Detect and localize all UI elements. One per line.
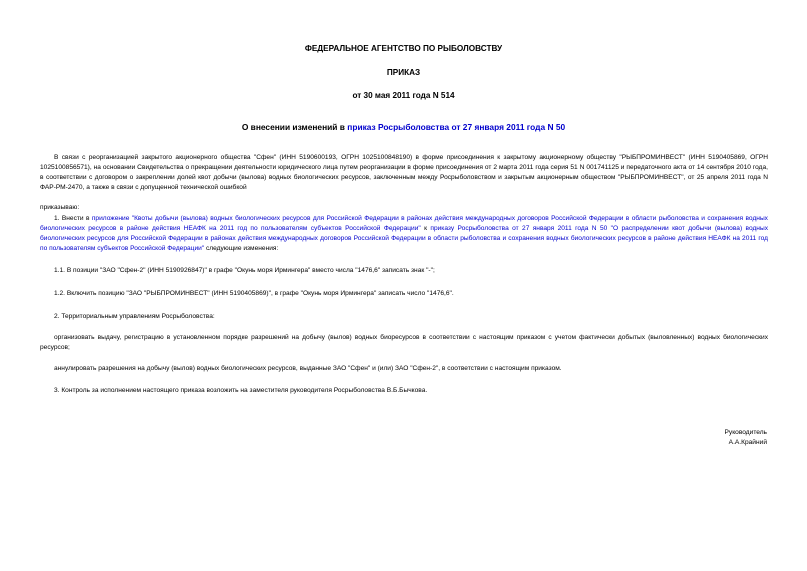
item-2-b: аннулировать разрешения на добычу (вылов) водных биологических ресурсов, выданные ЗАО "Сфен" и (или) ЗАО "Сфен-2", в соответствии с настоящим приказом.	[54, 365, 562, 372]
preamble-paragraph: В связи с реорганизацией закрытого акционерного общества "Сфен" (ИНН 5190600193, ОГРН 1025100848190) в форме присоединения к закрытому акционерному обществу "РЫБПРОМИНВЕСТ" (ИНН 5190405869, ОГРН 1025100856571), на основании Свидетельства о прекращении деятельности юридического лица путем реорганизации в форме присоединения от 2 марта 2011 года серия 51 N 001741125 и передаточного акта от 14 сентября 2010 года, в соответствии с договором о закреплении долей квот добычи (вылова) водных биологических ресурсов, заключенным между Росрыболовством и закрытым акционерным обществом "РЫБПРОМИНВЕСТ", от 25 апреля 2011 года N ФАР-РМ-2470, а также в связи с допущенной технической ошибкой	[40, 154, 768, 191]
signature-position: Руководитель	[724, 429, 767, 436]
order-50-link[interactable]: приказу Росрыболовства от 27 января 2011 года N 50 "О распределении квот добычи (вылова) водных биологических ресурсов для Российской Федерации в районах действия международных договоров Российской Федерации в области рыболовства и сохранения водных биологических ресурсов в районе действия НЕАФК на 2011 год по пользователям субъектов Российской Федерации"	[40, 225, 768, 252]
date-number-heading: от 30 мая 2011 года N 514	[352, 91, 455, 100]
title-prefix: О внесении изменений в	[241, 122, 348, 132]
item-1-paragraph	[40, 214, 768, 254]
appendix-link[interactable]: приложение "Квоты добычи (вылова) водных биологических ресурсов для Российской Федерации в районах действия международных договоров Российской Федерации в области рыболовства и сохранения водных биологических ресурсов в районе действия НЕАФК на 2011 год по пользователям субъектов Российской Федерации"	[40, 215, 768, 232]
order-word: приказываю:	[40, 204, 80, 211]
item-1-post: следующие изменения:	[204, 245, 279, 252]
item-2-a-paragraph: организовать выдачу, регистрацию в установленном порядке разрешений на добычу (вылов) водных биоресурсов в соответствии с настоящим приказом с учетом фактически добытых (выловленных) водных биологических ресурсов;	[40, 334, 768, 351]
signature-name: А.А.Крайний	[728, 439, 767, 446]
title-order-link[interactable]: приказ Росрыболовства от 27 января 2011 года N 50	[347, 122, 566, 132]
agency-heading: ФЕДЕРАЛЬНОЕ АГЕНТСТВО ПО РЫБОЛОВСТВУ	[304, 44, 503, 53]
item-2: 2. Территориальным управлениям Росрыболовства:	[54, 313, 215, 320]
item-1-2: 1.2. Включить позицию "ЗАО "РЫБПРОМИНВЕСТ" (ИНН 5190405869)", в графе "Окунь моря Ирмингера" записать число "1476,6".	[54, 290, 454, 297]
item-3: 3. Контроль за исполнением настоящего приказа возложить на заместителя руководителя Росрыболовства В.Б.Бычкова.	[54, 387, 428, 394]
doc-type-heading: ПРИКАЗ	[386, 68, 421, 77]
item-1-1: 1.1. В позиции "ЗАО "Сфен-2" (ИНН 5190926847)" в графе "Окунь моря Ирмингера" вместо числа "1476,6" записать знак "-";	[54, 267, 435, 274]
item-1-pre: 1. Внести в	[54, 215, 92, 222]
item-1-mid: к	[420, 225, 431, 232]
document-title	[0, 122, 807, 132]
